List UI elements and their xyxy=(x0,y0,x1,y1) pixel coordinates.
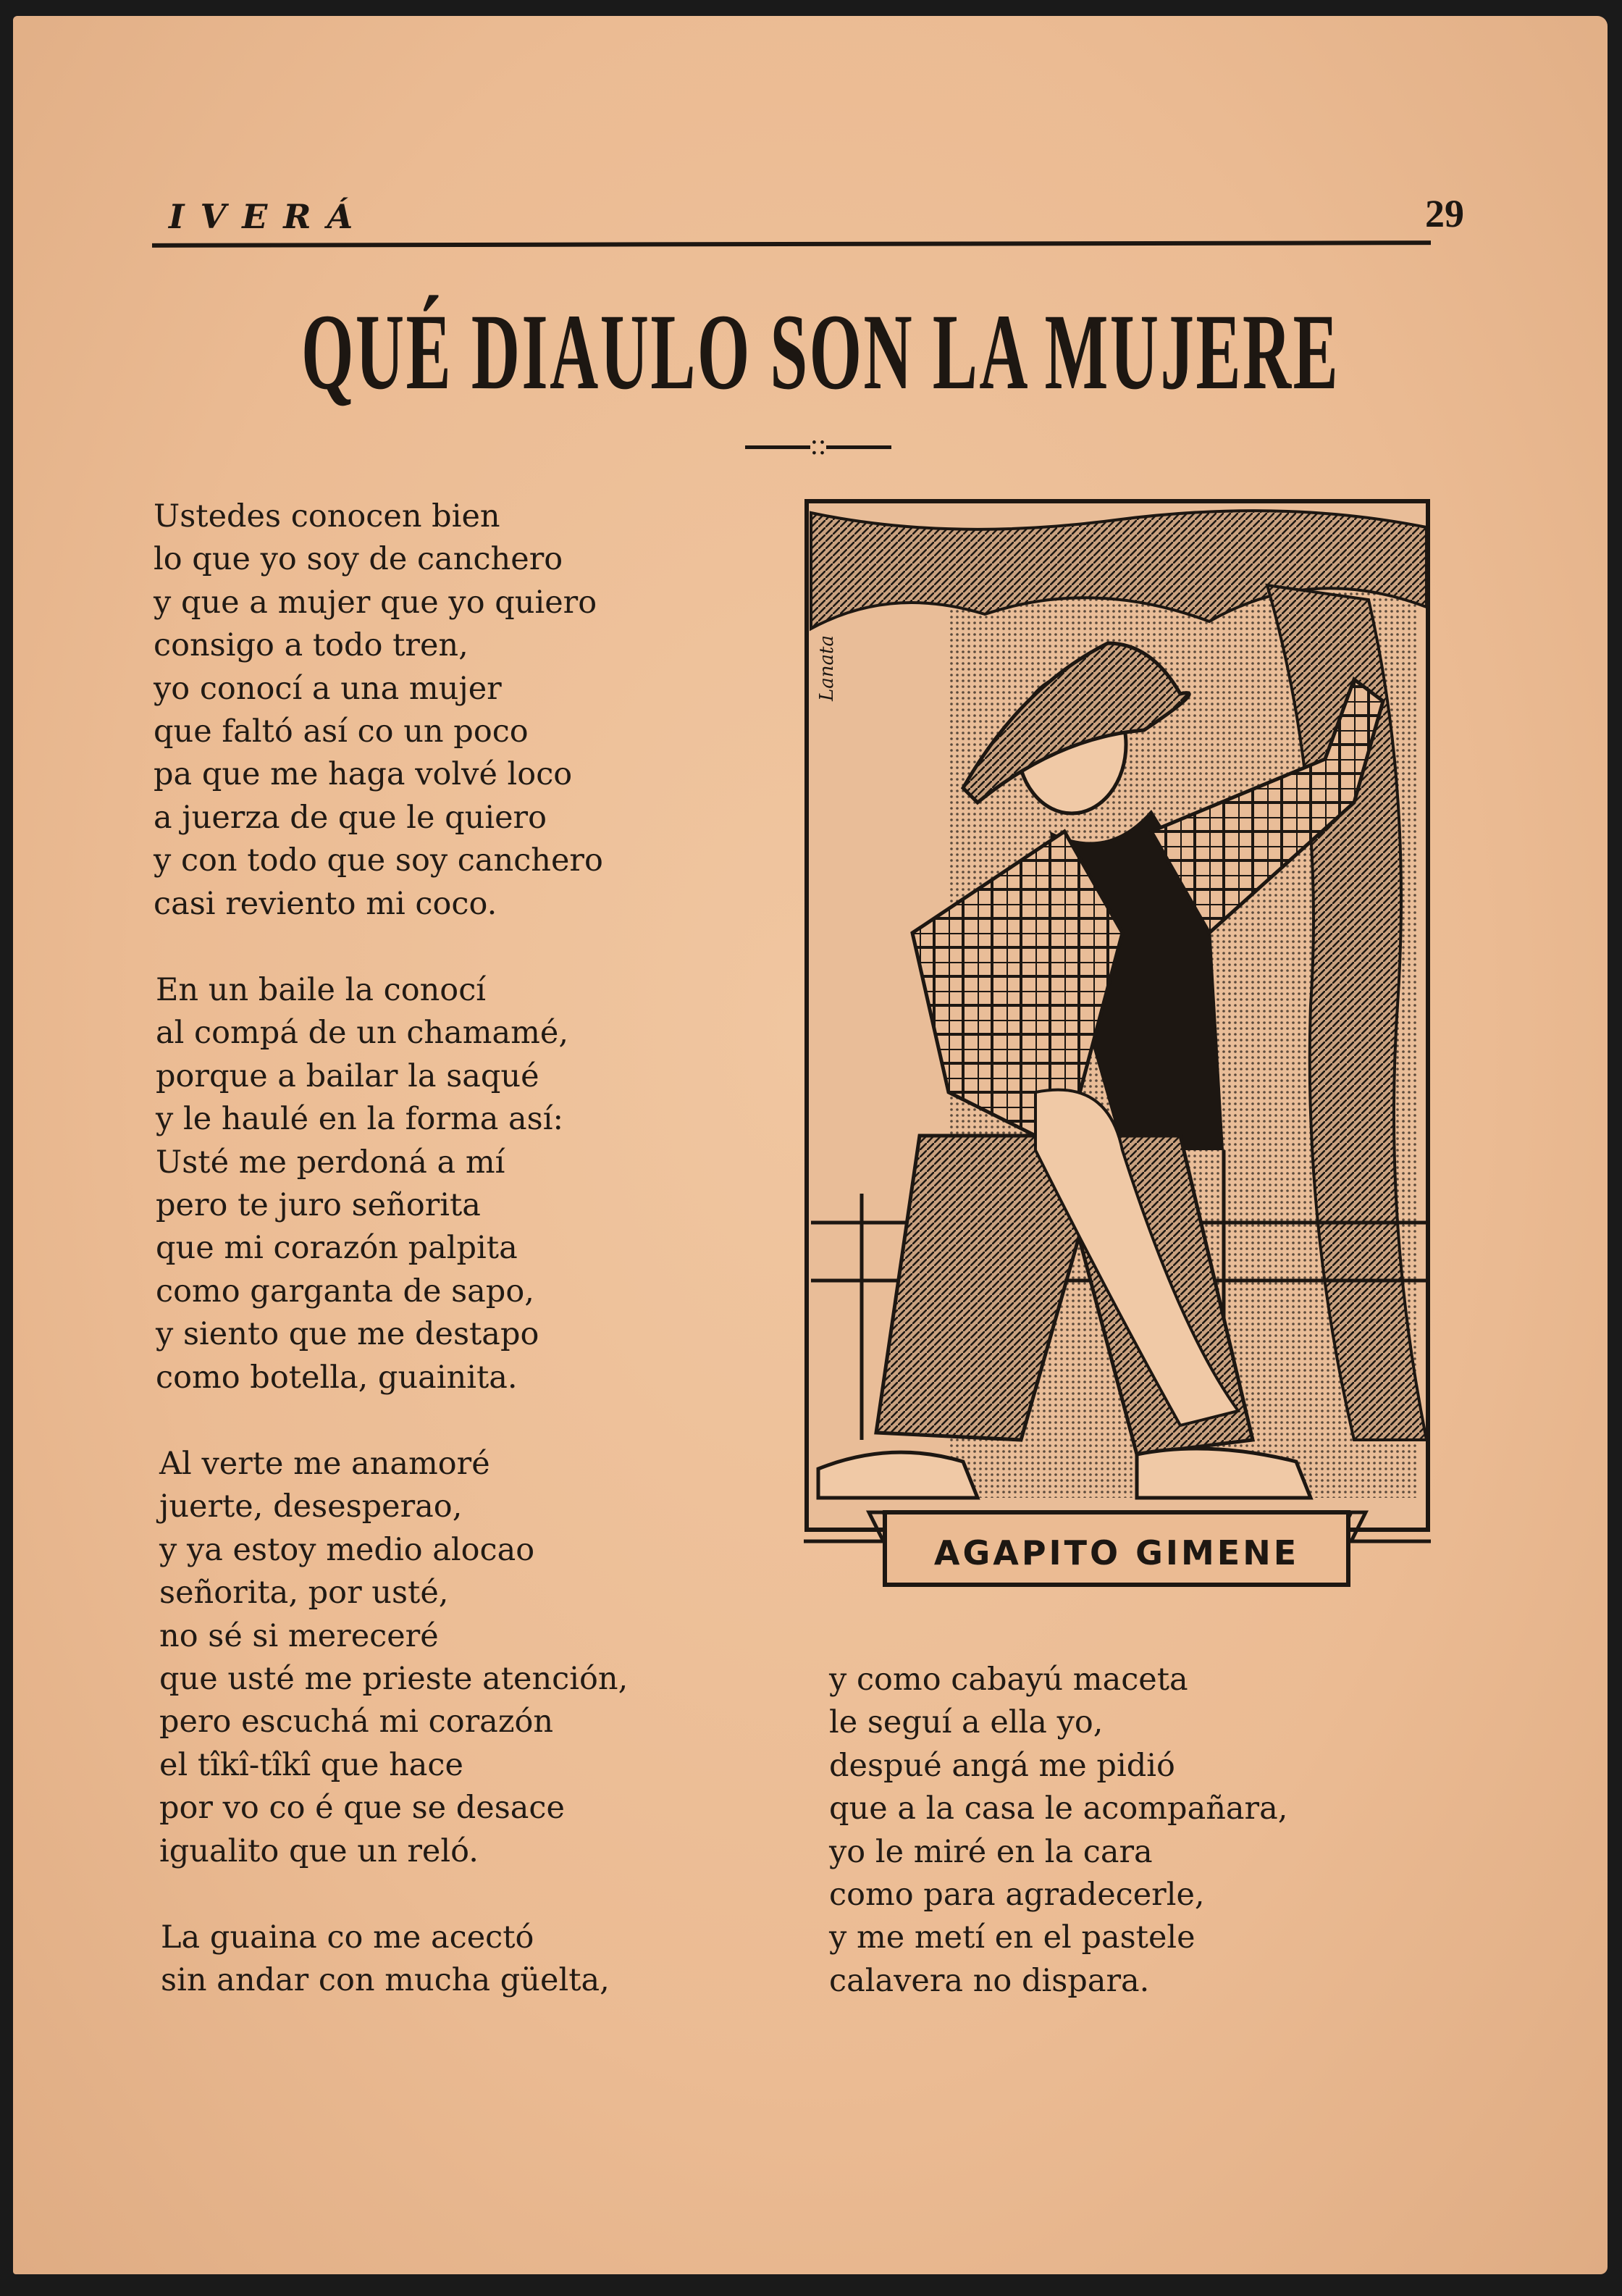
stanza-4 xyxy=(161,1916,610,2003)
title-ornament xyxy=(724,427,912,461)
verse-line: que a la casa le acompañara, xyxy=(829,1790,1288,1827)
verse-line: pero escuchá mi corazón xyxy=(159,1704,554,1740)
right-column-stanza xyxy=(829,1659,1287,2003)
verse-line: como botella, guainita. xyxy=(156,1359,518,1396)
verse-line: como para agradecerle, xyxy=(829,1876,1205,1913)
verse-line: y siento que me destapo xyxy=(156,1316,539,1353)
verse-line: casi reviento mi coco. xyxy=(154,885,497,922)
verse-line: En un baile la conocí xyxy=(156,972,487,1008)
verse-line: que usté me prieste atención, xyxy=(159,1660,629,1697)
verse-line: que mi corazón palpita xyxy=(156,1230,518,1267)
verse-line: juerte, desesperao, xyxy=(159,1488,463,1525)
ornament-dots: :: xyxy=(810,428,827,461)
verse-line: Ustedes conocen bien xyxy=(154,498,500,535)
verse-line: sin andar con mucha güelta, xyxy=(161,1962,610,1999)
verse-line: yo conocí a una mujer xyxy=(154,670,502,707)
illustration-gaucho-boy xyxy=(804,498,1431,1592)
verse-line: y con todo que soy canchero xyxy=(154,842,603,879)
artist-signature: Lanata xyxy=(816,635,838,701)
verse-line: porque a bailar la saqué xyxy=(156,1057,539,1094)
verse-line: yo le miré en la cara xyxy=(829,1833,1153,1870)
verse-line: calavera no dispara. xyxy=(829,1962,1150,1999)
verse-line: pa que me haga volvé loco xyxy=(154,756,573,793)
verse-line: como garganta de sapo, xyxy=(156,1273,534,1310)
verse-line: señorita, por usté, xyxy=(159,1575,449,1612)
illustration-caption: AGAPITO GIMENE xyxy=(933,1533,1300,1572)
verse-line: Usté me perdoná a mí xyxy=(156,1144,505,1181)
verse-line: no sé si mereceré xyxy=(159,1617,439,1654)
stanza-3 xyxy=(159,1443,628,1873)
verse-line: y ya estoy medio alocao xyxy=(159,1531,535,1568)
verse-line: pero te juro señorita xyxy=(156,1186,481,1223)
verse-line: Al verte me anamoré xyxy=(159,1446,490,1482)
verse-line: despué angá me pidió xyxy=(829,1747,1175,1784)
article-title: QUÉ DIAULO SON LA MUJERE xyxy=(301,292,1340,412)
verse-line: y como cabayú maceta xyxy=(829,1662,1188,1698)
verse-line: lo que yo soy de canchero xyxy=(154,541,563,578)
verse-line: por vo co é que se desace xyxy=(159,1790,565,1827)
verse-line: igualito que un reló. xyxy=(159,1832,479,1869)
page-number: 29 xyxy=(1425,192,1464,235)
verse-line: La guaina co me acectó xyxy=(161,1919,534,1956)
verse-line: consigo a todo tren, xyxy=(154,627,468,664)
verse-line: y me metí en el pastele xyxy=(829,1919,1196,1956)
verse-line: a juerza de que le quiero xyxy=(154,799,547,836)
stanza-2 xyxy=(156,969,568,1399)
verse-line: el tîkî-tîkî que hace xyxy=(159,1746,463,1783)
verse-line: y que a mujer que yo quiero xyxy=(154,584,597,621)
verse-line: le seguí a ella yo, xyxy=(829,1704,1104,1741)
verse-line: y le haulé en la forma así: xyxy=(156,1101,563,1138)
verse-line: al compá de un chamamé, xyxy=(156,1015,569,1052)
running-title: IVERÁ xyxy=(169,197,369,236)
verse-line: que faltó así co un poco xyxy=(154,713,529,750)
stanza-1 xyxy=(154,495,603,926)
